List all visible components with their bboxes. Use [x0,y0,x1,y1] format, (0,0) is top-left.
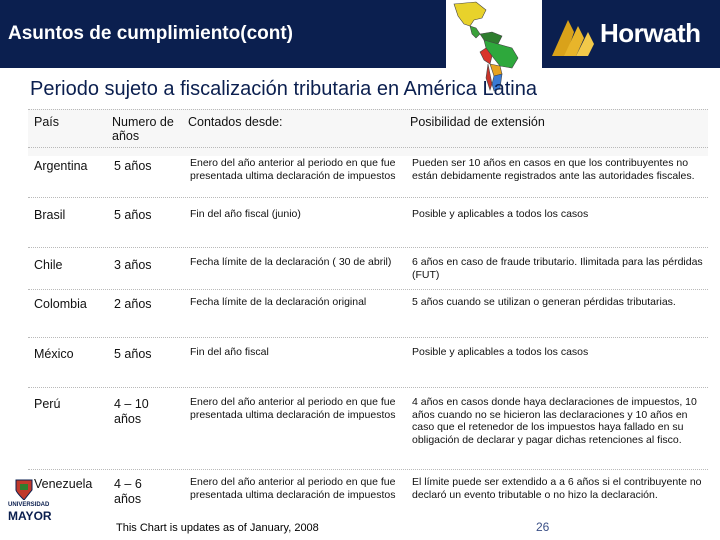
page-number: 26 [536,520,550,534]
row-mexico-anios: 5 años [114,347,152,361]
row-venezuela-anios: 4 – 6 años [114,477,142,506]
row-brasil-extension: Posible y aplicables a todos los casos [412,208,589,220]
row-colombia-extension: 5 años cuando se utilizan o generan pérdidas tributarias. [412,296,676,308]
table-row-separator [28,147,708,148]
column-header-anios: Numero de años [112,115,174,143]
row-venezuela-pais: Venezuela [34,477,93,491]
row-chile-anios: 3 años [114,258,152,272]
brand-name: Horwath [600,18,701,48]
row-brasil-pais: Brasil [34,208,66,222]
table-row-separator [28,387,708,388]
shield-icon [14,478,34,500]
row-chile-extension: 6 años en caso de fraude tributario. Ilimitada para las pérdidas (FUT) [412,256,703,281]
row-venezuela-extension: El límite puede ser extendido a a 6 años si el contribuyente no declaró un evento tributable o no hizo la declaración. [412,476,702,501]
row-venezuela-desde: Enero del año anterior al periodo en que fue presentada ultima declaración de impuestos [190,476,396,501]
university-line2: MAYOR [8,509,52,523]
subtitle: Periodo sujeto a fiscalización tributaria en América Latina [30,78,537,100]
row-mexico-pais: México [34,347,74,361]
table-row-separator [28,337,708,338]
row-brasil-anios: 5 años [114,208,152,222]
slide-title: Asuntos de cumplimiento(cont) [8,23,293,44]
horwath-emblem-icon [548,12,600,64]
university-line1: UNIVERSIDAD [8,502,50,508]
row-peru-desde: Enero del año anterior al periodo en que fue presentada ultima declaración de impuestos [190,396,396,421]
row-mexico-desde: Fin del año fiscal [190,346,269,358]
row-peru-pais: Perú [34,397,61,411]
row-chile-pais: Chile [34,258,63,272]
table-row-separator [28,289,708,290]
row-chile-desde: Fecha límite de la declaración ( 30 de abril) [190,256,392,268]
table-row-separator [28,469,708,470]
column-header-desde: Contados desde: [188,115,283,129]
table-row-separator [28,197,708,198]
footer-note: This Chart is updates as of January, 2008 [116,522,319,534]
table-row-separator [28,247,708,248]
row-colombia-anios: 2 años [114,297,152,311]
row-mexico-extension: Posible y aplicables a todos los casos [412,346,589,358]
row-argentina-anios: 5 años [114,159,152,173]
row-argentina-desde: Enero del año anterior al periodo en que fue presentada ultima declaración de impuestos [190,157,396,182]
table-row-separator [28,109,708,110]
row-argentina-extension: Pueden ser 10 años en casos en que los contribuyentes no están debidamente registrados ante las autoridades fiscales. [412,157,695,182]
tax-period-table [28,109,708,519]
row-brasil-desde: Fin del año fiscal (junio) [190,208,301,220]
row-argentina-pais: Argentina [34,159,88,173]
column-header-extension: Posibilidad de extensión [410,115,545,129]
column-header-pais: País [34,115,60,129]
horwath-logo [542,0,720,68]
row-peru-extension: 4 años en casos donde haya declaraciones de impuestos, 10 años cuando no se hicieron las declaraciones y 10 años en caso que el retenedor de los impuestos haya fallado en su obligación de declarar y pagar dichas retenciones al fisco. [412,396,697,446]
row-peru-anios: 4 – 10 años [114,397,149,426]
row-colombia-desde: Fecha límite de la declaración original [190,296,367,308]
row-colombia-pais: Colombia [34,297,87,311]
universidad-mayor-logo [6,478,76,536]
